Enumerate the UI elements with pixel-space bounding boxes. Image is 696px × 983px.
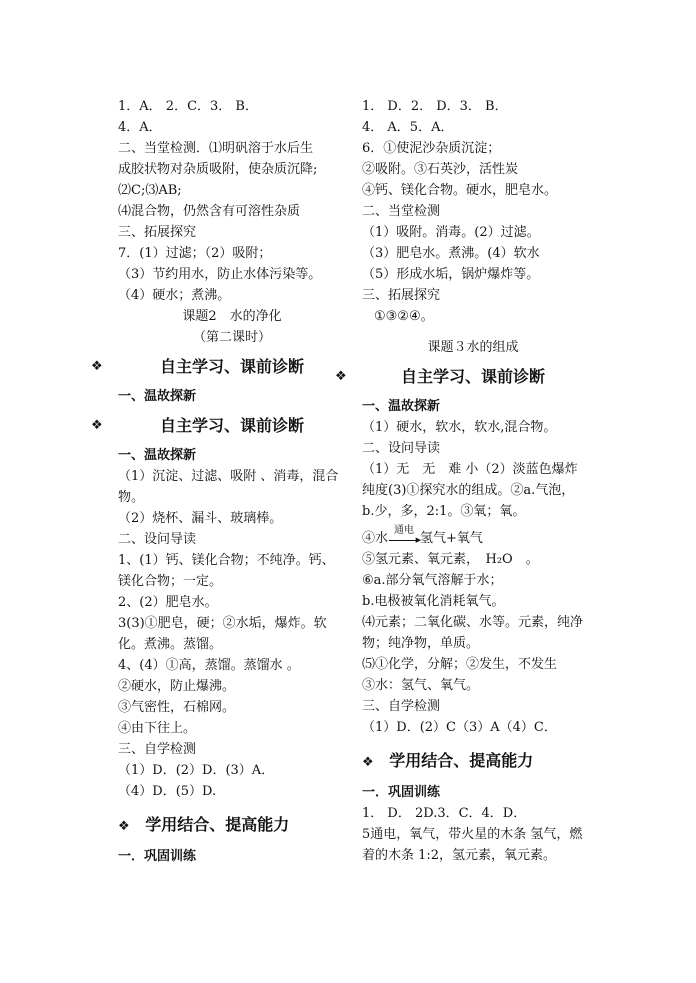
section-heading: 二、设问导读 [118,532,197,547]
lesson-title: 课题2 水的净化 [182,309,282,324]
answer-line: 6．①使泥沙杂质沉淀； [362,141,501,156]
electrolysis-equation [362,524,584,549]
answer-line: 5通电，氧气，带火星的木条 氢气，燃着的木条 1:2，氢元素，氧元素。 [362,827,583,863]
answer-line: ①③②④。 [374,309,434,324]
answer-line: ④钙、镁化合物。硬水，肥皂水。 [362,183,558,198]
subheading-consolidate: 一．巩固训练 [362,785,441,800]
answer-line: （3）节约用水，防止水体污染等。 [118,267,322,282]
heading-apply [362,748,584,776]
heading-self-study [335,364,584,390]
section-heading: 三、自学检测 [362,699,441,714]
subheading-review: 一、温故探新 [118,389,197,404]
section-heading: 二、当堂检测 [362,204,441,219]
left-column [91,96,346,867]
heading-text: 学用结合、提高能力 [145,815,290,834]
answer-line: （1）沉淀、过滤、吸附 、消毒，混合物。 [118,469,339,505]
diamond-bullet-icon: ❖ [335,369,347,384]
answer-line: 4．A． [118,120,162,135]
answer-line: 二、当堂检测．⑴明矾溶于水后生 [118,141,314,156]
section-heading: 二、设问导读 [362,441,441,456]
answer-line: 4． A．5．A． [362,120,454,135]
answer-line: 3(3)①肥皂，硬；②水垢，爆炸。软化。煮沸。蒸馏。 [118,616,327,652]
subheading-consolidate: 一．巩固训练 [118,849,197,864]
heading-text: 自主学习、课前诊断 [400,367,545,386]
answer-line: 1． D．2． D．3． B． [362,99,508,114]
subheading-review: 一、温故探新 [362,399,441,414]
lesson-subtitle: （第二课时） [192,330,271,345]
heading-self-study [91,354,346,380]
answer-line: ②吸附。③石英沙，活性炭 [362,162,519,177]
equation-products: 氢气+氧气 [420,531,483,546]
answer-line: （3）肥皂水。煮沸。(4）软水 [362,246,540,261]
equation-reactant: ④水 [362,531,389,546]
subheading-review: 一、温故探新 [118,448,197,463]
diamond-bullet-icon: ❖ [91,418,103,433]
heading-text: 自主学习、课前诊断 [159,416,304,435]
right-column [335,96,591,866]
heading-self-study [91,413,346,439]
diamond-bullet-icon: ❖ [362,755,374,770]
answer-line: 2、(2）肥皂水。 [118,595,218,610]
answer-line: （1）吸附。消毒。(2）过滤。 [362,225,540,240]
answer-line: ③气密性，石棉网。 [118,700,236,715]
answer-line: （2）烧杯、漏斗、玻璃棒。 [118,511,283,526]
heading-text: 学用结合、提高能力 [389,751,534,770]
answer-line: （1）D．(2）D．(3）A． [118,763,275,778]
answer-line: 1．A． 2．C．3． B． [118,99,258,114]
answer-line: ⑤氢元素、氧元素， H₂O 。 [362,552,539,567]
reaction-arrow-icon: 通电 ▶ [389,532,419,546]
answer-line: 1、(1）钙、镁化合物；不纯净。钙、镁化合物；一定。 [118,553,335,589]
lesson-title: 课题３水的组成 [427,340,519,355]
answer-line: （1）D．(2）C（3）A（4）C． [362,720,557,735]
answer-line: 4、(4）①高，蒸馏。蒸馏水 。 [118,658,300,673]
answer-line: （4）D．(5）D. [118,784,217,799]
diamond-bullet-icon: ❖ [118,819,130,834]
answer-line: ⑷元素；二氧化碳、水等。元素，纯净物；纯净物，单质。 [362,615,584,651]
heading-text: 自主学习、课前诊断 [159,357,304,376]
answer-line: ④由下往上。 [118,721,197,736]
answer-line: ③水：氢气、氧气。 [362,678,480,693]
answer-line: ⑵C;⑶AB; [118,183,182,198]
diamond-bullet-icon: ❖ [91,359,103,374]
answer-line: （1）无 无 难 小（2）淡蓝色爆炸 纯度(3)①探究水的组成。②a.气泡，b.少，多，2:1。③氧；氧。 [362,462,591,519]
answer-line: （1）硬水，软水，软水,混合物。 [362,420,557,435]
section-heading: 三、拓展探究 [362,288,441,303]
answer-line: （4）硬水；煮沸。 [118,288,231,303]
answer-line: 成胶状物对杂质吸附，使杂质沉降; [118,162,318,177]
answer-line: 1． D． 2D.3．C．4．D． [362,806,527,821]
answer-line: （5）形成水垢，锅炉爆炸等。 [362,267,540,282]
answer-line: ⑷混合物，仍然含有可溶性杂质 [118,204,301,219]
section-heading: 三、自学检测 [118,742,197,757]
answer-line: 7．(1）过滤；（2）吸附； [118,246,272,261]
answer-line: ⑸①化学，分解；②发生，不发生 [362,657,558,672]
section-heading: 三、拓展探究 [118,225,197,240]
answer-line: ⑥a.部分氧气溶解于水； [362,573,503,588]
answer-line: ②硬水，防止爆沸。 [118,679,236,694]
answer-line: b.电极被氧化消耗氧气。 [362,594,505,609]
reaction-condition: 通电 [394,524,415,536]
heading-apply [118,812,346,840]
